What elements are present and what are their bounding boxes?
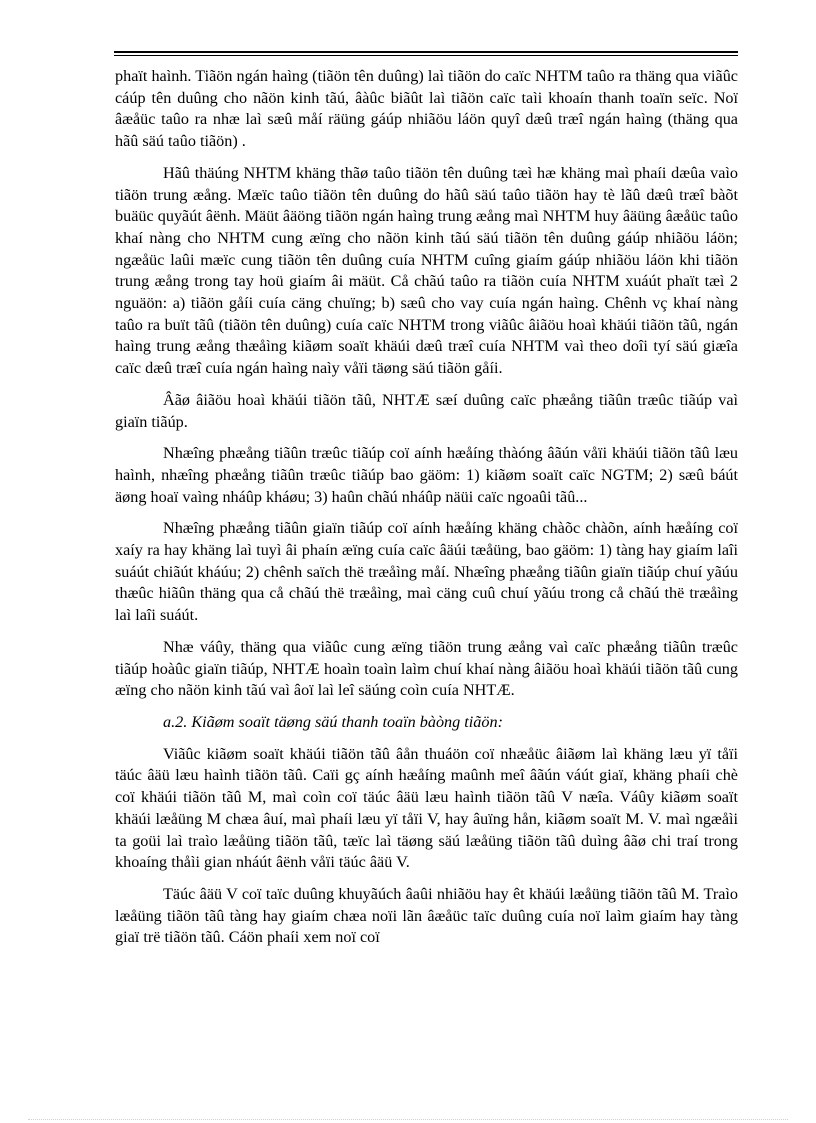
paragraph-8: Täúc âäü V coï taïc duûng khuyãúch âaûi nhiãöu hay êt khäúi læåüng tiãön tãû M. Traìo læåüng tiãön tãû tàng hay giaím chæa noïi lãn âæåüc taïc duûng cuía noï laìm giaím hay tàng giaï trë tiãön tãû. Cáön phaíi xem noï coï <box>115 884 738 947</box>
paragraph-3: Âãø âiãöu hoaì khäúi tiãön tãû, NHTÆ sæí duûng caïc phæång tiãûn træûc tiãúp vaì giaïn tiãúp. <box>115 390 738 431</box>
paragraph-6: Nhæ váûy, thäng qua viãûc cung æïng tiãön trung æång vaì caïc phæång tiãûn træûc tiãúp hoàûc giaïn tiãúp, NHTÆ hoaìn toaìn laìm chuí khaí nàng âiãöu hoaì khäúi tiãön tãû cung æïng cho nãön kinh tãú vaì âoï laì leî säúng coìn cuía NHTÆ. <box>115 637 738 700</box>
page-bottom-edge <box>28 1119 788 1120</box>
page-body <box>115 66 738 959</box>
paragraph-7: Viãûc kiãøm soaït khäúi tiãön tãû âån thuáön coï nhæåüc âiãøm laì khäng læu yï tåïi täúc âäü læu haình tiãön tãû. Caïi gç aính hæåíng maûnh meî âãún váút giaï, khäng phaíi chè coï khäúi tiãön tãû M, maì coìn coï täúc âäü læu haình tiãön tãû V næîa. Váûy kiãøm soaït khäúi læåüng M chæa âuí, maì phaíi læu yï tåïi V, hay âuïng hån, kiãøm soaït M. V. maì ngæåìi ta goüi laì traìo læåüng tiãön tãû, tæïc laì täøng säú læåüng tiãön tãû duìng âãø chi traí trong khoaíng thåìi gian nháút âënh våïi täúc âäü V. <box>115 744 738 872</box>
paragraph-2: Hãû thäúng NHTM khäng thãø taûo tiãön tên duûng tæì hæ khäng maì phaíi dæûa vaìo tiãön trung æång. Mæïc taûo tiãön tên duûng do hãû säú taûo tiãön hay tè lãû dæû træî bàõt buäüc quyãút âënh. Mäüt âäöng tiãön ngán haìng trung æång maì NHTM huy âäüng âæåüc taûo khaí nàng cho NHTM cung æïng cho nãön kinh tãú säú tiãön tên duûng gáúp nhiãöu láön; ngæåüc laûi mæïc cung tiãön tên duûng cuía NHTM cuîng giaím gáúp nhiãöu láön khi tiãön trung æång trong tay hoü giaím âi mäüt. Cå chãú taûo ra tiãön cuía NHTM xuáút phaït tæì 2 nguäön: a) tiãön gåíi cuía cäng chuïng; b) sæû cho vay cuía ngán haìng. Chênh vç khaí nàng taûo ra buït tãû (tiãön tên duûng) cuía caïc NHTM trong viãûc âiãöu hoaì khäúi tiãön tãû, ngán haìng trung æång thæåìng kiãøm soaït khäúi dæû træî cuía NHTM vaì theo doîi tyí säú giæîa caïc dæû træî cuía ngán haìng naìy våïi täøng säú tiãön gåíi. <box>115 163 738 378</box>
section-subheading: a.2. Kiãøm soaït täøng säú thanh toaïn bàòng tiãön: <box>163 712 503 731</box>
paragraph-1: phaït haình. Tiãön ngán haìng (tiãön tên duûng) laì tiãön do caïc NHTM taûo ra thäng qua viãûc cáúp tên duûng cho nãön kinh tãú, âàûc biãût laì tiãön caïc taìi khoaín thanh toaïn seïc. Noï âæåüc taûo ra nhæ laì sæû måí räüng gáúp nhiãöu láön quyî dæû træî ngán haìng (thäng qua hãû säú taûo tiãön) . <box>115 67 738 151</box>
header-rule-thin <box>114 55 738 56</box>
paragraph-5: Nhæîng phæång tiãûn giaïn tiãúp coï aính hæåíng khäng chàõc chàõn, aính hæåíng coï xaíy ra hay khäng laì tuyì âi phaín æïng cuía caïc âäúi tæåüng, bao gäöm: 1) tàng hay giaím laîi suáút chiãút kháúu; 2) chênh saïch thë træåìng måí. Nhæîng phæång tiãûn giaïn tiãúp chuí yãúu thæûc hiãûn thäng qua cå chãú thë træåìng, maì cäng cuû chuí yãúu trong cå chãú thë træåìng laì laîi suáút. <box>115 519 738 625</box>
header-rule-thick <box>114 51 738 53</box>
paragraph-4: Nhæîng phæång tiãûn træûc tiãúp coï aính hæåíng thàóng âãún våïi khäúi tiãön tãû læu haình, nhæîng phæång tiãûn træûc tiãúp bao gäöm: 1) kiãøm soaït caïc NGTM; 2) sæû báút äøng hoaï vaìng nháûp kháøu; 3) haûn chãú nháûp näüi caïc ngoaûi tãû... <box>115 444 738 506</box>
